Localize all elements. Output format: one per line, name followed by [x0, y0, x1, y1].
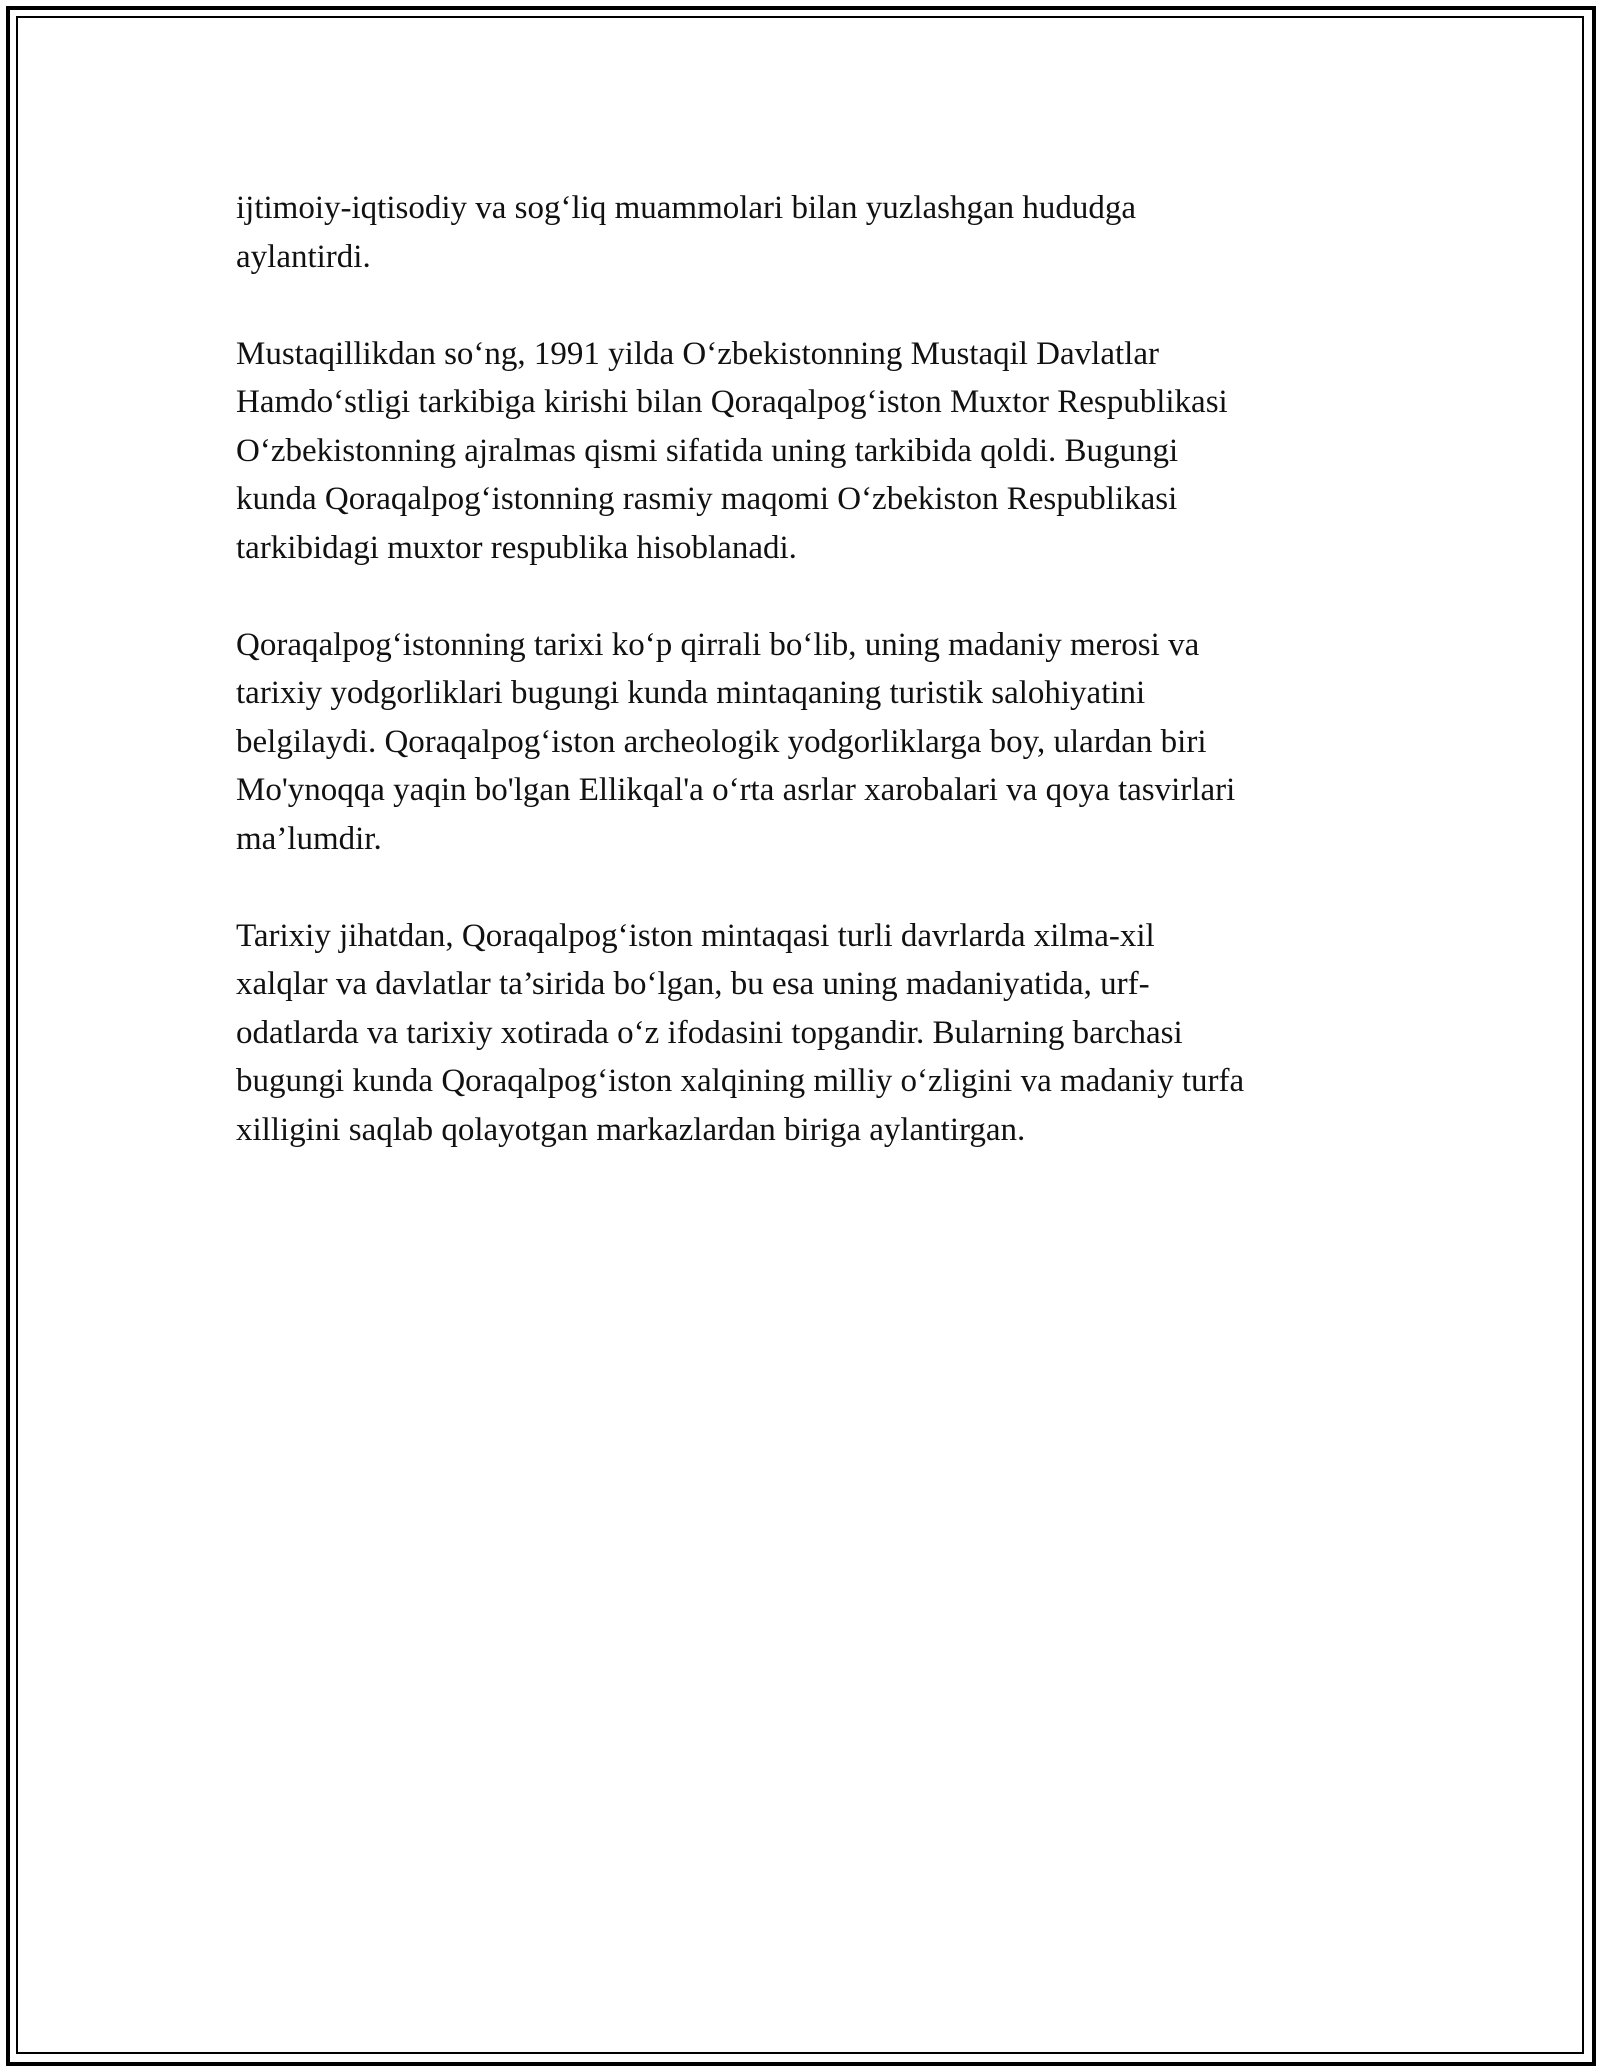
paragraph-1 — [236, 184, 1366, 281]
text-line: belgilaydi. Qoraqalpog‘iston archeologik yodgorliklarga boy, ulardan biri — [236, 723, 1207, 760]
paragraph-3 — [236, 621, 1366, 864]
text-line: ijtimoiy-iqtisodiy va sog‘liq muammolari bilan yuzlashgan hududga — [236, 190, 1137, 226]
text-line: Qoraqalpog‘istonning tarixi ko‘p qirrali bo‘lib, uning madaniy merosi va — [236, 626, 1200, 663]
text-line: Mo'ynoqqa yaqin bo'lgan Ellikqal'a o‘rta asrlar xarobalari va qoya tasvirlari — [236, 772, 1236, 808]
text-line: xalqlar va davlatlar ta’sirida bo‘lgan, bu esa uning madaniyatida, urf- — [236, 966, 1150, 1002]
text-line: kunda Qoraqalpog‘istonning rasmiy maqomi O‘zbekiston Respublikasi — [236, 481, 1178, 517]
document-body — [236, 184, 1366, 1203]
text-line: Tarixiy jihatdan, Qoraqalpog‘iston mintaqasi turli davrlarda xilma-xil — [236, 917, 1155, 954]
text-line: tarkibidagi muxtor respublika hisoblanadi. — [236, 529, 797, 566]
text-line: O‘zbekistonning ajralmas qismi sifatida uning tarkibida qoldi. Bugungi — [236, 432, 1179, 469]
text-line: Hamdo‘stligi tarkibiga kirishi bilan Qoraqalpog‘iston Muxtor Respublikasi — [236, 384, 1228, 420]
text-line: odatlarda va tarixiy xotirada o‘z ifodasini topgandir. Bularning barchasi — [236, 1014, 1183, 1051]
paragraph-4 — [236, 912, 1366, 1155]
text-line: aylantirdi. — [236, 238, 371, 275]
text-line: Mustaqillikdan so‘ng, 1991 yilda O‘zbekistonning Mustaqil Davlatlar — [236, 335, 1159, 372]
text-line: bugungi kunda Qoraqalpog‘iston xalqining milliy o‘zligini va madaniy turfa — [236, 1063, 1245, 1099]
text-line: ma’lumdir. — [236, 820, 382, 857]
paragraph-2 — [236, 330, 1366, 573]
text-line: tarixiy yodgorliklari bugungi kunda mintaqaning turistik salohiyatini — [236, 675, 1146, 711]
text-line: xilligini saqlab qolayotgan markazlardan biriga aylantirgan. — [236, 1111, 1026, 1148]
